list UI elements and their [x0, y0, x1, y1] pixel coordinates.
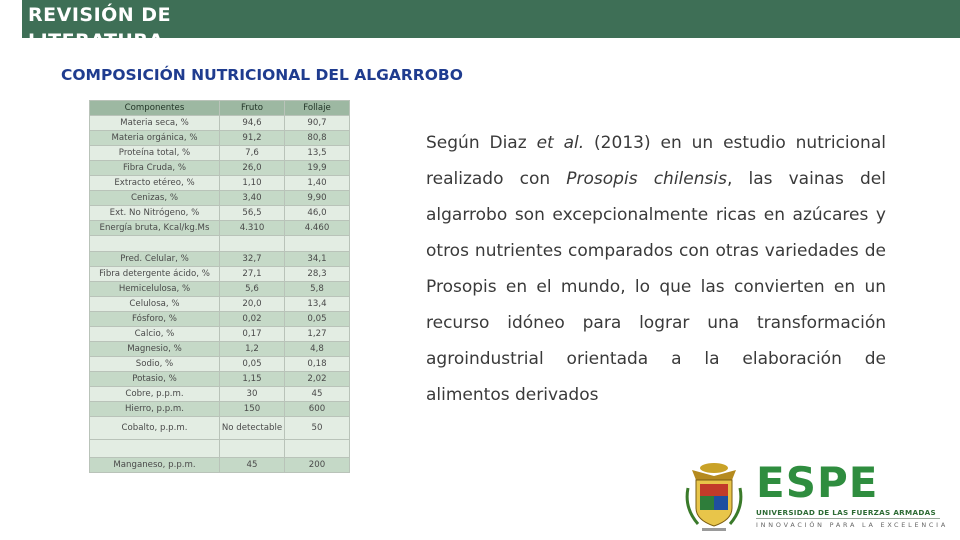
table-cell: 7,6	[220, 146, 285, 161]
table-header-row	[90, 101, 350, 116]
table-cell: Hemicelulosa, %	[90, 282, 220, 297]
espe-logo	[682, 458, 949, 536]
table-cell: Sodio, %	[90, 357, 220, 372]
table-cell: 4.460	[285, 221, 350, 236]
table-cell: 1,15	[220, 372, 285, 387]
section-title: COMPOSICIÓN NUTRICIONAL DEL ALGARROBO	[61, 66, 463, 84]
table-row	[90, 282, 350, 297]
table-cell: 1,40	[285, 176, 350, 191]
table-cell: 5,8	[285, 282, 350, 297]
table-cell: 27,1	[220, 267, 285, 282]
table-row	[90, 458, 350, 473]
table-cell: 4,8	[285, 342, 350, 357]
table-cell: Celulosa, %	[90, 297, 220, 312]
table-cell: Manganeso, p.p.m.	[90, 458, 220, 473]
table-row	[90, 402, 350, 417]
table-row	[90, 221, 350, 236]
table-row	[90, 417, 350, 440]
table-cell: Energía bruta, Kcal/kg.Ms	[90, 221, 220, 236]
table-cell: 600	[285, 402, 350, 417]
body-text-part: , las vainas del algarrobo son excepcionalmente ricas en azúcares y otros nutrientes comparados con otras variedades de Prosopis en el mundo, lo que las convierten en un recurso idóneo para lograr una transformación agroindustrial orientada a la elaboración de alimentos derivados	[426, 169, 886, 405]
table-cell: Materia seca, %	[90, 116, 220, 131]
table-cell: 56,5	[220, 206, 285, 221]
table-row	[90, 312, 350, 327]
table-cell: 46,0	[285, 206, 350, 221]
table-row	[90, 267, 350, 282]
table-cell: 94,6	[220, 116, 285, 131]
table-row	[90, 161, 350, 176]
table-cell: Hierro, p.p.m.	[90, 402, 220, 417]
table-cell: 0,05	[220, 357, 285, 372]
table-cell: 2,02	[285, 372, 350, 387]
table-row	[90, 327, 350, 342]
table-cell: Cenizas, %	[90, 191, 220, 206]
table-row	[90, 342, 350, 357]
table-cell: Fósforo, %	[90, 312, 220, 327]
logo-wordmark: ESPE	[756, 458, 879, 507]
table-cell: 0,18	[285, 357, 350, 372]
table-cell: 0,17	[220, 327, 285, 342]
table-cell: 200	[285, 458, 350, 473]
table-cell: Extracto etéreo, %	[90, 176, 220, 191]
table-row	[90, 206, 350, 221]
table-cell: 4.310	[220, 221, 285, 236]
table-cell: 1,10	[220, 176, 285, 191]
logo-motto: INNOVACIÓN PARA LA EXCELENCIA	[756, 521, 949, 529]
body-paragraph	[426, 125, 886, 413]
table-cell: 1,27	[285, 327, 350, 342]
table-cell: Potasio, %	[90, 372, 220, 387]
table-row	[90, 372, 350, 387]
table-row	[90, 387, 350, 402]
table-cell: Materia orgánica, %	[90, 131, 220, 146]
coat-of-arms-icon	[682, 458, 746, 536]
table-cell: Pred. Celular, %	[90, 252, 220, 267]
table-row	[90, 191, 350, 206]
table-cell: Cobre, p.p.m.	[90, 387, 220, 402]
table-header-cell: Follaje	[285, 101, 350, 116]
table-cell: 34,1	[285, 252, 350, 267]
table-row	[90, 131, 350, 146]
table-cell: 28,3	[285, 267, 350, 282]
table-row	[90, 176, 350, 191]
table-cell: 9,90	[285, 191, 350, 206]
table-cell: 50	[285, 417, 350, 440]
table-cell: 19,9	[285, 161, 350, 176]
body-text-italic: et al.	[536, 133, 585, 153]
table-cell: Magnesio, %	[90, 342, 220, 357]
table-cell: 13,4	[285, 297, 350, 312]
table-cell: 32,7	[220, 252, 285, 267]
table-cell: Fibra Cruda, %	[90, 161, 220, 176]
table-cell: 45	[285, 387, 350, 402]
table-spacer-row	[90, 236, 350, 252]
table-row	[90, 116, 350, 131]
table-cell: 26,0	[220, 161, 285, 176]
logo-divider	[756, 518, 940, 519]
table-cell: 13,5	[285, 146, 350, 161]
table-cell: 3,40	[220, 191, 285, 206]
table-cell: 1,2	[220, 342, 285, 357]
table-row	[90, 252, 350, 267]
table-cell: No detectable	[220, 417, 285, 440]
table-cell: 0,05	[285, 312, 350, 327]
title-bar	[0, 0, 960, 52]
table-cell: 5,6	[220, 282, 285, 297]
table-cell: 91,2	[220, 131, 285, 146]
table-cell: 0,02	[220, 312, 285, 327]
table-cell: 90,7	[285, 116, 350, 131]
table-cell: 45	[220, 458, 285, 473]
table-cell: Cobalto, p.p.m.	[90, 417, 220, 440]
slide-title: REVISIÓN DE LITERATURA	[28, 4, 172, 52]
body-text-part: (2013) en un estudio nutricional realizado con	[426, 133, 886, 189]
table-spacer-row	[90, 440, 350, 458]
nutrition-table	[89, 100, 349, 473]
table-header-cell: Componentes	[90, 101, 220, 116]
body-text-italic: Prosopis chilensis	[566, 169, 727, 189]
table-cell: Ext. No Nitrógeno, %	[90, 206, 220, 221]
table-cell: 20,0	[220, 297, 285, 312]
body-text-part: Según Diaz	[426, 133, 537, 153]
logo-university-name: UNIVERSIDAD DE LAS FUERZAS ARMADAS	[756, 508, 936, 517]
table-cell: Fibra detergente ácido, %	[90, 267, 220, 282]
table-cell: 150	[220, 402, 285, 417]
table-row	[90, 297, 350, 312]
table-header-cell: Fruto	[220, 101, 285, 116]
table-cell: Calcio, %	[90, 327, 220, 342]
table-cell: 30	[220, 387, 285, 402]
nutrition-table-grid	[89, 100, 350, 473]
table-cell: Proteína total, %	[90, 146, 220, 161]
table-row	[90, 146, 350, 161]
table-row	[90, 357, 350, 372]
table-cell: 80,8	[285, 131, 350, 146]
